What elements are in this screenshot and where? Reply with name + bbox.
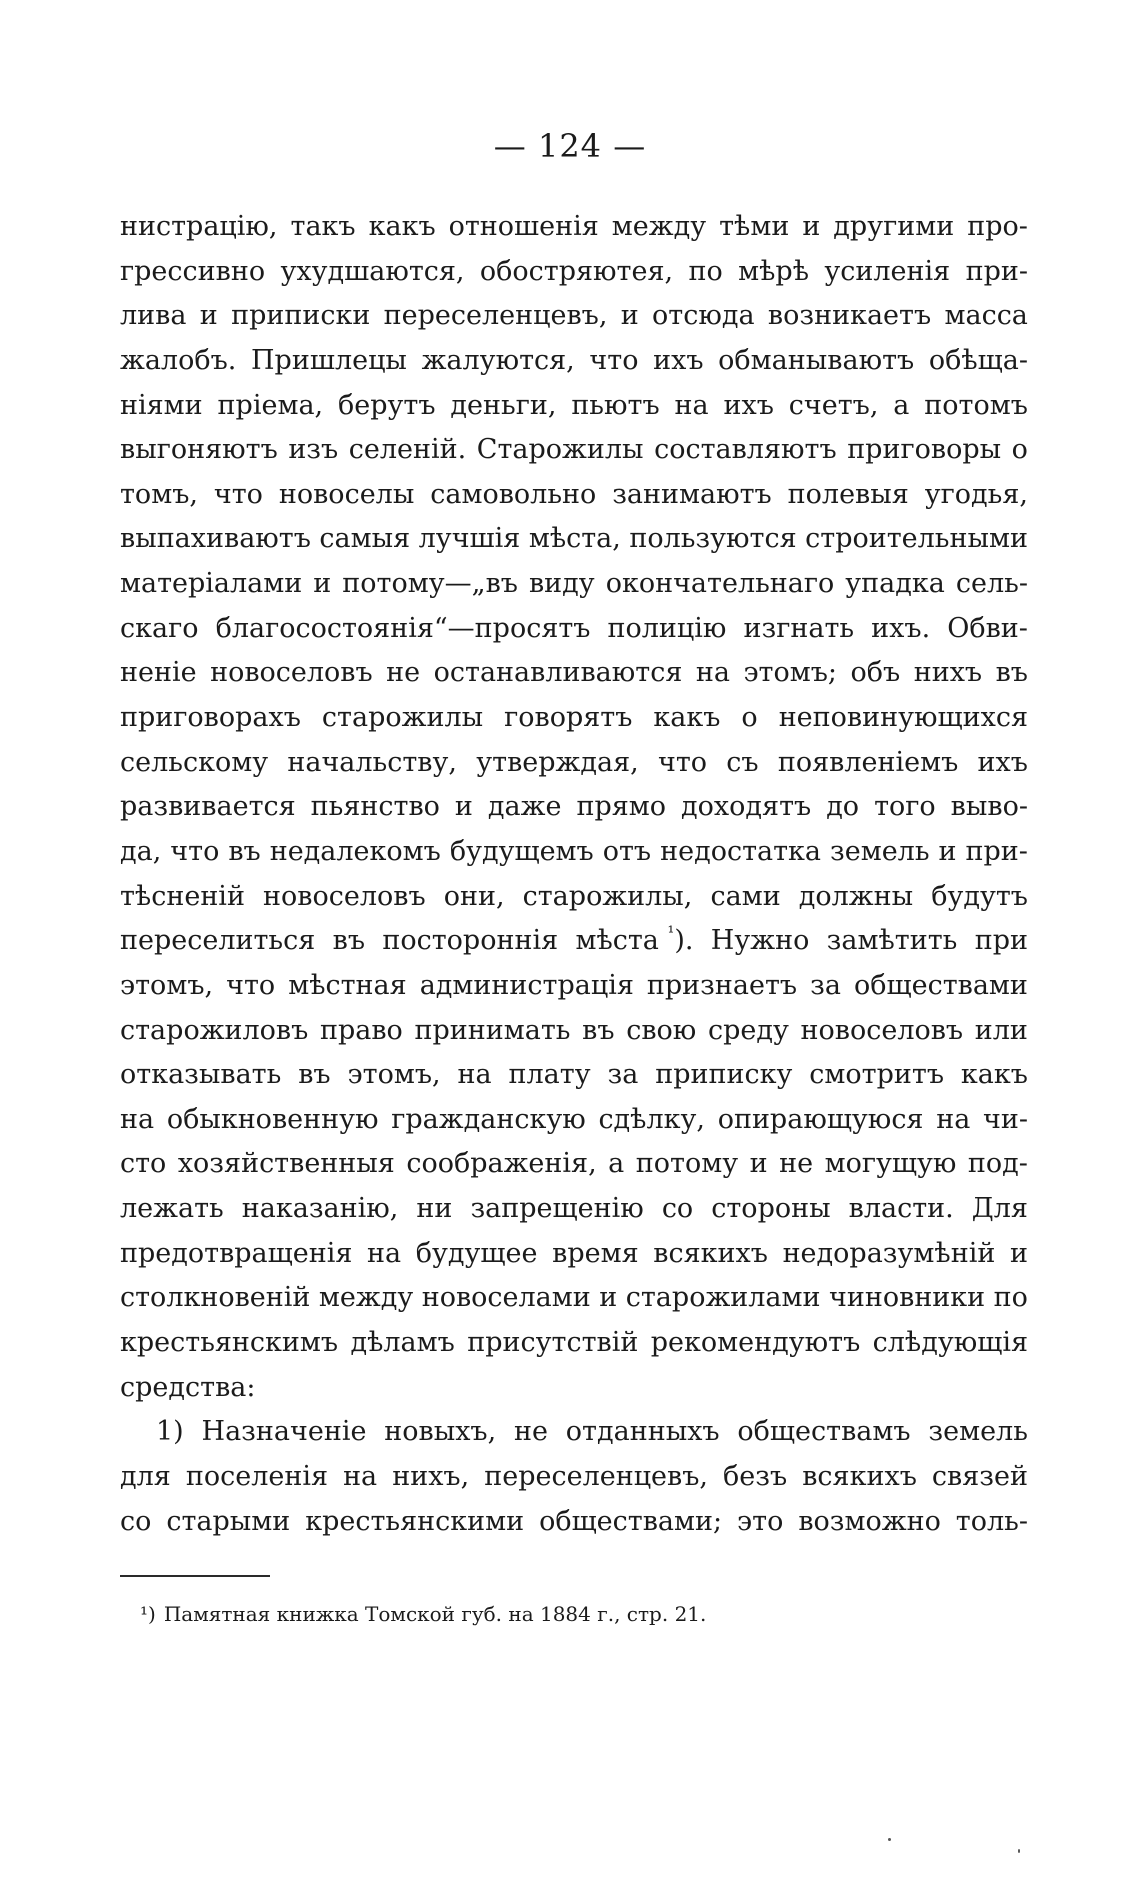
word: приписку <box>655 1059 793 1091</box>
text-line <box>120 696 1028 741</box>
word: возникаетъ <box>767 300 932 332</box>
word: недалекомъ <box>269 835 441 867</box>
word: недоразумѣній <box>782 1237 996 1269</box>
word: что <box>170 835 220 867</box>
text-line <box>120 1455 1028 1500</box>
word: угодья, <box>924 478 1028 510</box>
word: полевыя <box>787 478 909 510</box>
word: старожилы <box>321 702 484 734</box>
word: пьянство <box>310 791 440 823</box>
word: до <box>826 791 860 823</box>
word: сельскому <box>120 746 269 778</box>
footnote-marker: ¹) <box>140 1602 156 1626</box>
word: рекомендуютъ <box>650 1327 861 1359</box>
word: свою <box>626 1014 697 1046</box>
word: окончательнаго <box>605 568 835 600</box>
word: нихъ <box>913 657 983 689</box>
word: обыкновенную <box>166 1103 379 1135</box>
text-line <box>120 205 1028 250</box>
word: отсюда <box>652 300 755 332</box>
word: ни <box>416 1193 453 1225</box>
word: и <box>620 300 639 332</box>
word: будущее <box>415 1237 538 1269</box>
word: изгнать <box>743 612 855 644</box>
word: при- <box>965 255 1028 287</box>
text-line <box>120 1142 1028 1187</box>
text-line <box>120 1276 1028 1321</box>
word: матеріалами <box>120 568 303 600</box>
word: при <box>974 925 1028 957</box>
text-line <box>120 1187 1028 1232</box>
word: обостряютея, <box>479 255 674 287</box>
word: какъ <box>653 702 721 734</box>
word: утверждая, <box>476 746 639 778</box>
word: неніе <box>120 657 197 689</box>
text-line <box>120 607 1028 652</box>
word: лучшія <box>418 523 521 555</box>
word: смотритъ <box>809 1059 945 1091</box>
word: на <box>343 1460 378 1492</box>
text-line <box>120 1009 1028 1054</box>
word: нихъ, <box>392 1460 470 1492</box>
word: отъ <box>602 835 652 867</box>
word: власти. <box>848 1193 954 1225</box>
word: присутствій <box>467 1327 639 1359</box>
word: дѣламъ <box>350 1327 455 1359</box>
word: изъ <box>288 434 339 466</box>
word: по <box>688 255 723 287</box>
word: берутъ <box>338 389 436 421</box>
word: ихъ <box>723 389 774 421</box>
word: старожилы, <box>522 880 693 912</box>
word: какъ <box>368 211 436 242</box>
word: лежать <box>120 1193 224 1225</box>
word: этомъ; <box>743 657 838 689</box>
text-line <box>120 294 1028 339</box>
word: тѣсненій <box>120 880 245 912</box>
word: про- <box>967 211 1028 242</box>
word: наказанію, <box>241 1193 399 1225</box>
word: Старожилы <box>476 434 644 466</box>
word: отказывать <box>120 1059 282 1091</box>
word: не <box>514 1416 548 1448</box>
word: приписки <box>231 300 371 332</box>
word: со <box>120 1505 152 1537</box>
footnote-text: Памятная книжка Томской губ. на 1884 г., стр. 21. <box>163 1602 707 1626</box>
word: лива <box>120 300 187 332</box>
word: сдѣлку, <box>598 1103 705 1135</box>
word: крестьянскимъ <box>120 1327 339 1359</box>
paper-speck <box>1018 1849 1020 1853</box>
word: и <box>313 568 332 600</box>
word: отданныхъ <box>565 1416 720 1448</box>
word: пользуются <box>629 523 797 555</box>
word: виду <box>528 568 595 600</box>
word: другими <box>833 211 955 242</box>
word: въ <box>582 1014 615 1046</box>
word: начальству, <box>287 746 457 778</box>
word: грессивно <box>120 255 266 287</box>
word: что <box>657 746 708 778</box>
word: Для <box>971 1193 1028 1225</box>
word: переселиться <box>120 925 316 957</box>
word: усиленія <box>824 255 951 287</box>
text-line <box>120 1500 1028 1545</box>
word: даже <box>487 791 562 823</box>
word: о <box>1011 434 1028 466</box>
text-line <box>120 562 1028 607</box>
word: потомъ <box>924 389 1028 421</box>
word: составляютъ <box>654 434 837 466</box>
word: счетъ, <box>788 389 879 421</box>
word: земель <box>928 1416 1028 1448</box>
word: обществами <box>853 969 1028 1001</box>
word: признаетъ <box>646 969 798 1001</box>
text-line <box>120 1321 1028 1366</box>
word: ухудшаются, <box>280 255 465 287</box>
word: связей <box>931 1460 1028 1492</box>
word: слѣдующія <box>872 1327 1028 1359</box>
page-number: — 124 — <box>493 127 647 165</box>
footnote <box>140 1599 706 1629</box>
word: въ <box>995 657 1028 689</box>
word: принимать <box>414 1014 571 1046</box>
word: выгоняютъ <box>120 434 278 466</box>
word: недостатка <box>660 835 822 867</box>
word: со <box>661 1193 694 1225</box>
word: и <box>1009 1237 1028 1269</box>
text-line <box>120 741 1028 786</box>
word: строительными <box>805 523 1028 555</box>
word: новоселы <box>278 478 415 510</box>
text-line <box>120 339 1028 384</box>
word: какъ <box>960 1059 1028 1091</box>
text-line <box>120 250 1028 295</box>
word: жалуются, <box>421 344 575 376</box>
word: не <box>386 657 421 689</box>
word: что <box>589 344 639 376</box>
word: пьютъ <box>571 389 660 421</box>
word: на <box>120 1103 155 1135</box>
text-line <box>120 875 1028 920</box>
word: и <box>454 791 473 823</box>
word: обѣща- <box>928 344 1028 376</box>
word: полицію <box>607 612 727 644</box>
word: этомъ, <box>347 1059 441 1091</box>
word: приговорахъ <box>120 702 301 734</box>
word: селеній. <box>348 434 467 466</box>
word: стороны <box>711 1193 831 1225</box>
word: они, <box>443 880 505 912</box>
word: Нужно <box>710 925 810 957</box>
word: новыхъ, <box>384 1416 497 1448</box>
word: опирающуюся <box>717 1103 924 1135</box>
word: за <box>810 969 841 1001</box>
word: запрещенію <box>470 1193 644 1225</box>
word: на <box>367 1237 402 1269</box>
word: старыми <box>166 1505 291 1537</box>
word: что <box>226 969 276 1001</box>
word: и <box>938 835 957 867</box>
word: за <box>607 1059 639 1091</box>
word: отношенія <box>448 211 599 242</box>
word: останавливаются <box>433 657 683 689</box>
text-line <box>120 1053 1028 1098</box>
word: среду <box>707 1014 789 1046</box>
text-line <box>120 651 1028 696</box>
word: доходятъ <box>681 791 812 823</box>
word: деньги, <box>450 389 557 421</box>
word: Пришлецы <box>251 344 407 376</box>
word: новоселовъ <box>263 880 426 912</box>
text-line <box>120 428 1028 473</box>
word: въ <box>228 835 261 867</box>
word: толь- <box>955 1505 1028 1537</box>
word: время <box>552 1237 639 1269</box>
word: нистрацію, <box>120 211 278 242</box>
word: того <box>874 791 936 823</box>
word: упадка <box>845 568 945 600</box>
text-line <box>120 1098 1028 1143</box>
word: по <box>993 1282 1028 1314</box>
word: пріема, <box>217 389 324 421</box>
word: на <box>695 657 730 689</box>
word: чи- <box>983 1103 1028 1135</box>
word: для <box>120 1460 171 1492</box>
word: съ <box>726 746 759 778</box>
word: а <box>608 1148 625 1180</box>
word: чиновники <box>829 1282 986 1314</box>
word: неповинующихся <box>778 702 1028 734</box>
word: Назначеніе <box>201 1416 367 1448</box>
paper-speck <box>888 1838 891 1841</box>
word: или <box>974 1014 1028 1046</box>
word: переселенцевъ, <box>383 300 608 332</box>
word: безъ <box>723 1460 788 1492</box>
word: на <box>674 389 709 421</box>
word: сель- <box>955 568 1028 600</box>
word: ихъ <box>653 344 704 376</box>
word: администрація <box>419 969 634 1001</box>
word: прямо <box>576 791 667 823</box>
word: должны <box>798 880 914 912</box>
text-line <box>120 473 1028 518</box>
body-text <box>120 205 1028 1544</box>
word: старожилами <box>625 1282 821 1314</box>
word: самовольно <box>430 478 597 510</box>
word: выпахиваютъ <box>120 523 311 555</box>
word: ихъ <box>977 746 1028 778</box>
word: на <box>936 1103 971 1135</box>
word: самыя <box>319 523 411 555</box>
word: обществамъ <box>737 1416 911 1448</box>
word: и <box>199 300 218 332</box>
word: мѣста $^{^1}$). <box>575 923 694 957</box>
word: появленіемъ <box>777 746 959 778</box>
word: постороннія <box>382 925 559 957</box>
word: въ <box>298 1059 331 1091</box>
word: объ <box>850 657 901 689</box>
text-line <box>120 1410 1028 1455</box>
text-line <box>120 1232 1028 1277</box>
word: поселенія <box>185 1460 329 1492</box>
word: будущемъ <box>449 835 594 867</box>
word: сто <box>120 1148 167 1180</box>
word: и <box>749 1148 768 1180</box>
text-line <box>120 919 1028 964</box>
word: на <box>457 1059 492 1091</box>
word: приговоры <box>847 434 1002 466</box>
word: земель <box>830 835 930 867</box>
word: потому—„въ <box>342 568 518 600</box>
word: этомъ, <box>120 969 214 1001</box>
word: плату <box>508 1059 591 1091</box>
word: о <box>741 702 758 734</box>
word: соображенія, <box>406 1148 597 1180</box>
word: замѣтить <box>826 925 958 957</box>
word: выво- <box>950 791 1028 823</box>
word: масса <box>944 300 1028 332</box>
footnote-reference: ¹ <box>667 923 675 944</box>
word: потому <box>635 1148 739 1180</box>
word: говорятъ <box>504 702 633 734</box>
word: новоселовъ <box>800 1014 964 1046</box>
word: новоселовъ <box>210 657 373 689</box>
word: между <box>611 211 707 242</box>
word: ніями <box>120 389 203 421</box>
word: гражданскую <box>391 1103 586 1135</box>
word: что <box>213 478 263 510</box>
word: и <box>802 211 821 242</box>
text-line <box>120 785 1028 830</box>
word: предотвращенія <box>120 1237 353 1269</box>
word: могущую <box>824 1148 957 1180</box>
text-line <box>120 830 1028 875</box>
text-line <box>120 517 1028 562</box>
word: всякихъ <box>802 1460 917 1492</box>
word: под- <box>967 1148 1028 1180</box>
word: томъ, <box>120 478 198 510</box>
word: развивается <box>120 791 296 823</box>
word: да, <box>120 835 162 867</box>
word: средства: <box>120 1371 256 1403</box>
word: мѣрѣ <box>738 255 809 287</box>
word: при- <box>965 835 1028 867</box>
word: обманываютъ <box>718 344 915 376</box>
word: въ <box>332 925 366 957</box>
word: крестьянскими <box>305 1505 525 1537</box>
word: тѣми <box>719 211 790 242</box>
text-line <box>120 964 1028 1009</box>
word: столкновеній <box>120 1282 311 1314</box>
word: переселенцевъ, <box>484 1460 708 1492</box>
word: хозяйственныя <box>177 1148 395 1180</box>
word: новоселами <box>421 1282 591 1314</box>
word: право <box>319 1014 403 1046</box>
word: Обви- <box>947 612 1028 644</box>
word: жалобъ. <box>120 344 237 376</box>
word: и <box>599 1282 618 1314</box>
word: такъ <box>290 211 356 242</box>
word: сами <box>710 880 781 912</box>
text-line <box>120 1366 1028 1411</box>
word: ихъ. <box>871 612 931 644</box>
word: а <box>893 389 910 421</box>
text-line <box>120 384 1028 429</box>
word: мѣста, <box>528 523 621 555</box>
word: будутъ <box>931 880 1028 912</box>
word: 1) <box>156 1416 184 1448</box>
word: обществами; <box>539 1505 723 1537</box>
footnote-separator <box>120 1575 270 1577</box>
word: скаго <box>120 612 199 644</box>
word: старожиловъ <box>120 1014 309 1046</box>
word: между <box>318 1282 414 1314</box>
word: занимаютъ <box>612 478 772 510</box>
word: благосостоянія“—просятъ <box>215 612 591 644</box>
word: это <box>737 1505 784 1537</box>
word: всякихъ <box>653 1237 768 1269</box>
word: не <box>779 1148 814 1180</box>
word: мѣстная <box>288 969 407 1001</box>
word: возможно <box>798 1505 941 1537</box>
